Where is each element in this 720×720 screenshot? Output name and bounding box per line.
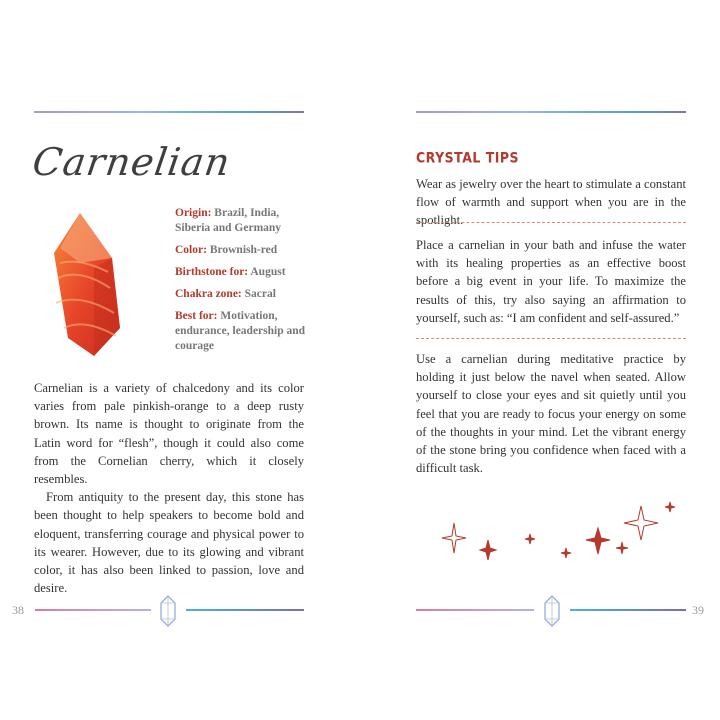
paragraph: From antiquity to the present day, this stone has been thought to help speakers to become bold and eloquent, transferring courage and physical power to its wearer. However, due to its glowing and vibrant color, it has also been linked to passion, love and desire.: [34, 490, 304, 596]
page-title: Carnelian: [29, 140, 234, 184]
fact-birthstone: Birthstone for: August: [175, 266, 286, 278]
fact-color: Color: Brownish-red: [175, 244, 278, 256]
fact-best-for: Best for: Motivation, endurance, leadership and courage: [175, 310, 306, 352]
page-number-left: 38: [12, 603, 24, 617]
crystal-icon: [543, 595, 561, 627]
tip: Wear as jewelry over the heart to stimulate a constant flow of warmth and support when you are in the spotlight.: [416, 177, 686, 228]
section-heading: CRYSTAL TIPS: [416, 149, 520, 166]
tip: Place a carnelian in your bath and infuse the water with its healing properties as an effective boost before a big event in your life. To maximize the results of this, try also saying an affirmation to yourself, such as: “I am confident and self-assured.”: [416, 238, 686, 325]
divider: [416, 338, 686, 339]
fact-origin: Origin: Brazil, India, Siberia and Germany: [175, 207, 282, 234]
divider: [416, 222, 686, 223]
top-rule-right: [416, 111, 686, 113]
fact-chakra: Chakra zone: Sacral: [175, 288, 276, 300]
crystal-icon: [159, 595, 177, 627]
sparkles-decoration: [436, 498, 686, 568]
tip: Use a carnelian during meditative practice by holding it just below the navel when seated. Allow yourself to close your eyes and sit quietly until you feel that you are ready to focus your energy on some of the thoughts in your mind. Let the vibrant energy of the stone bring you confidence when faced with a difficult task.: [416, 352, 686, 476]
footer-rule: [570, 609, 686, 611]
top-rule-left: [34, 111, 304, 113]
page-number-right: 39: [692, 603, 704, 617]
footer-rule: [186, 609, 304, 611]
crystal-facts: [175, 206, 315, 361]
footer-rule: [35, 609, 151, 611]
paragraph: Carnelian is a variety of chalcedony and its color varies from pale pinkish-orange to a deep rusty brown. Its name is thought to originate from the Latin word for “flesh”, though it could also come from the Cornelian cherry, which it closely resembles.: [34, 381, 304, 487]
carnelian-crystal-illustration: [50, 208, 162, 358]
description-text: [34, 379, 304, 597]
footer-rule: [416, 609, 534, 611]
